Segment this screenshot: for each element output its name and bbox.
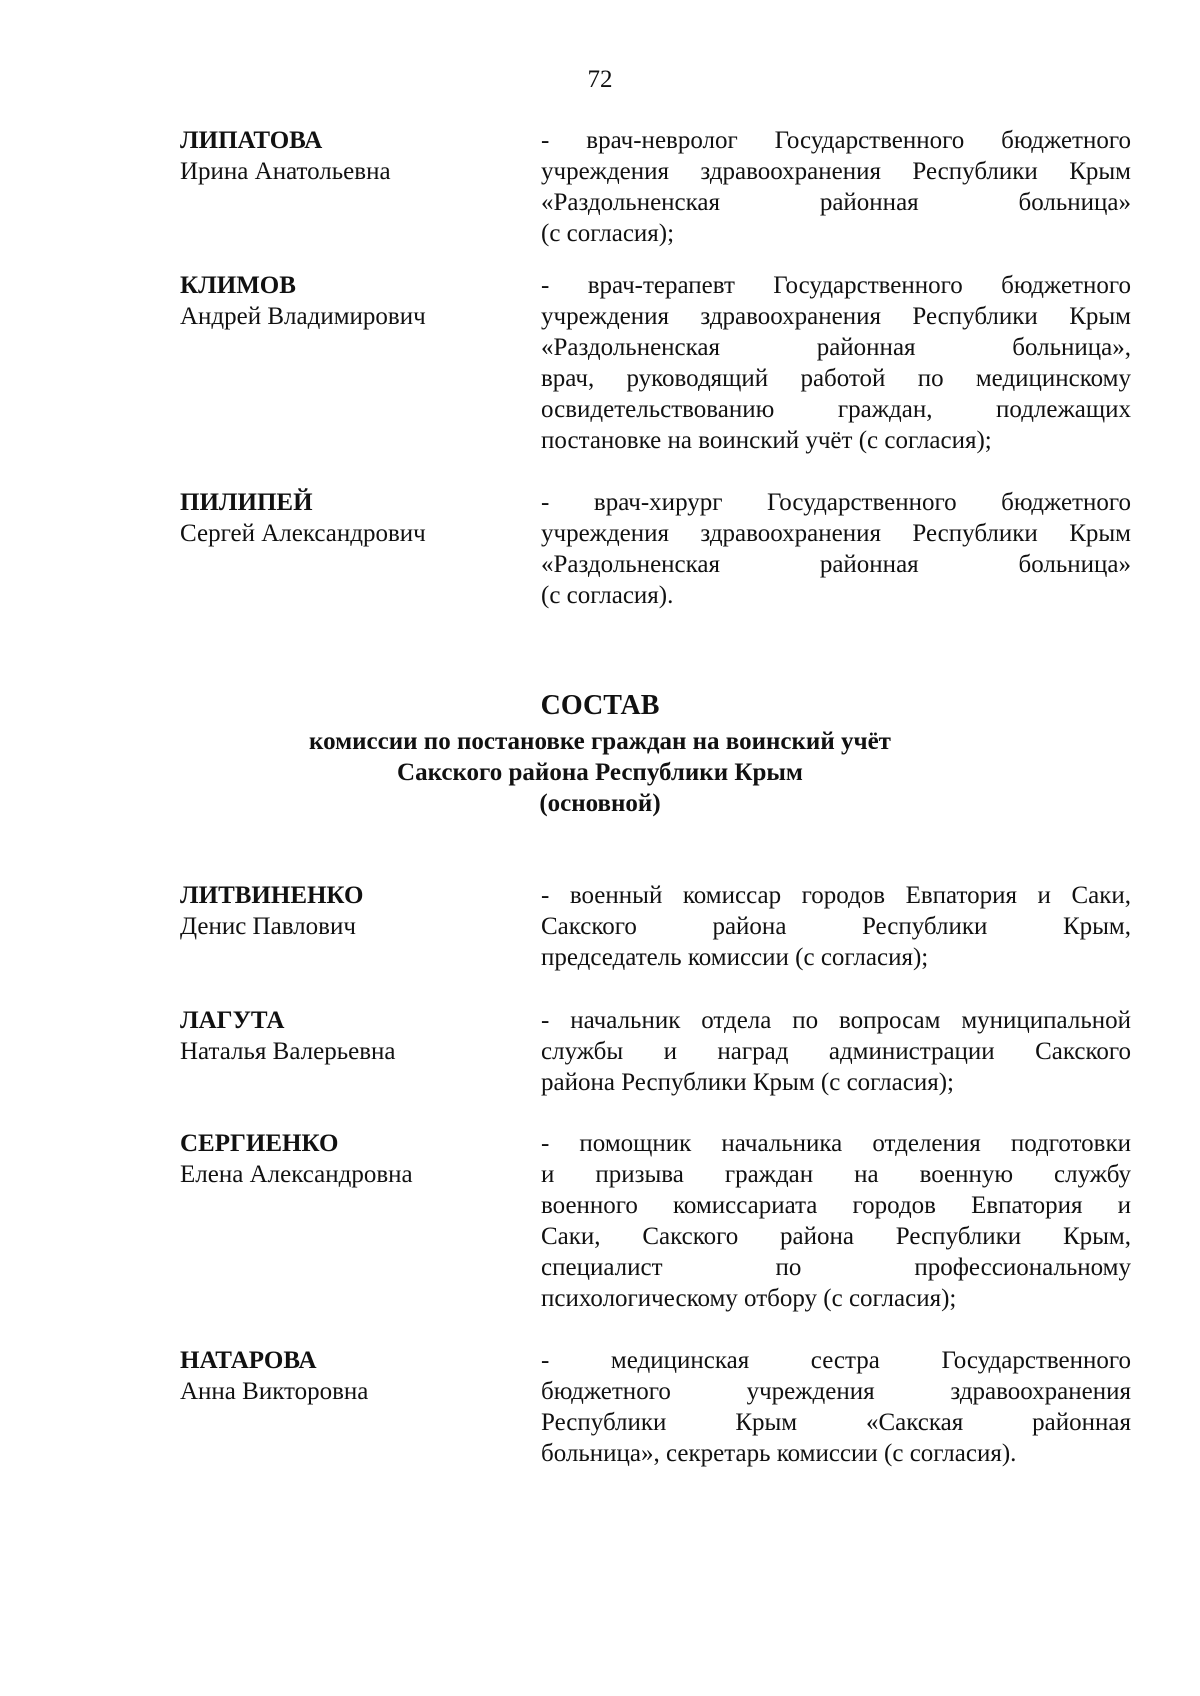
member-description	[541, 1345, 1131, 1469]
member-name-block	[180, 1345, 510, 1407]
description-line: больница», секретарь комиссии (с согласия).	[541, 1440, 1017, 1467]
section-title: СОСТАВ	[540, 690, 660, 721]
description-line: «Раздольненская районная больница»	[541, 551, 1131, 578]
description-line: - начальник отдела по вопросам муниципальной	[541, 1007, 1131, 1034]
member-given-names: Наталья Валерьевна	[180, 1038, 396, 1065]
member-surname: СЕРГИЕНКО	[180, 1130, 339, 1157]
member-given-names: Ирина Анатольевна	[180, 158, 391, 185]
member-name-block	[180, 1005, 510, 1067]
member-surname: ЛАГУТА	[180, 1007, 285, 1034]
page-number: 72	[587, 66, 613, 93]
description-line: района Республики Крым (с согласия);	[541, 1069, 954, 1096]
description-line: специалист по профессиональному	[541, 1254, 1131, 1281]
description-line: службы и наград администрации Сакского	[541, 1038, 1131, 1065]
description-line: - врач-терапевт Государственного бюджетного	[541, 272, 1131, 299]
member-name-block	[180, 1128, 510, 1190]
member-surname: НАТАРОВА	[180, 1347, 317, 1374]
member-given-names: Андрей Владимирович	[180, 303, 426, 330]
description-line: - врач-хирург Государственного бюджетного	[541, 489, 1131, 516]
member-surname: ПИЛИПЕЙ	[180, 489, 313, 516]
description-line: «Раздольненская районная больница»	[541, 189, 1131, 216]
member-name-block	[180, 125, 510, 187]
description-line: председатель комиссии (с согласия);	[541, 944, 929, 971]
member-given-names: Сергей Александрович	[180, 520, 426, 547]
description-line: учреждения здравоохранения Республики Крым	[541, 303, 1131, 330]
member-description	[541, 880, 1131, 973]
member-given-names: Анна Викторовна	[180, 1378, 369, 1405]
member-description	[541, 125, 1131, 249]
description-line: (с согласия).	[541, 582, 674, 609]
description-line: - медицинская сестра Государственного	[541, 1347, 1131, 1374]
member-name-block	[180, 880, 510, 942]
description-line: врач, руководящий работой по медицинскому	[541, 365, 1131, 392]
description-line: освидетельствованию граждан, подлежащих	[541, 396, 1131, 423]
description-line: - врач-невролог Государственного бюджетного	[541, 127, 1131, 154]
member-description	[541, 1128, 1131, 1314]
member-given-names: Денис Павлович	[180, 913, 356, 940]
description-line: бюджетного учреждения здравоохранения	[541, 1378, 1131, 1405]
section-subtitle: (основной)	[539, 790, 661, 817]
description-line: психологическому отбору (с согласия);	[541, 1285, 957, 1312]
description-line: учреждения здравоохранения Республики Крым	[541, 158, 1131, 185]
description-line: - военный комиссар городов Евпатория и Саки,	[541, 882, 1131, 909]
description-line: военного комиссариата городов Евпатория и	[541, 1192, 1131, 1219]
description-line: Саки, Сакского района Республики Крым,	[541, 1223, 1131, 1250]
member-description	[541, 1005, 1131, 1098]
member-name-block	[180, 487, 510, 549]
member-given-names: Елена Александровна	[180, 1161, 413, 1188]
member-name-block	[180, 270, 510, 332]
description-line: Республики Крым «Сакская районная	[541, 1409, 1131, 1436]
member-surname: КЛИМОВ	[180, 272, 296, 299]
description-line: и призыва граждан на военную службу	[541, 1161, 1131, 1188]
section-subtitle: комиссии по постановке граждан на воинский учёт	[309, 728, 891, 755]
member-description	[541, 487, 1131, 611]
section-subtitle: Сакского района Республики Крым	[397, 759, 803, 786]
description-line: - помощник начальника отделения подготовки	[541, 1130, 1131, 1157]
description-line: Сакского района Республики Крым,	[541, 913, 1131, 940]
description-line: «Раздольненская районная больница»,	[541, 334, 1131, 361]
member-surname: ЛИТВИНЕНКО	[180, 882, 364, 909]
description-line: учреждения здравоохранения Республики Крым	[541, 520, 1131, 547]
description-line: (с согласия);	[541, 220, 675, 247]
member-description	[541, 270, 1131, 456]
member-surname: ЛИПАТОВА	[180, 127, 323, 154]
description-line: постановке на воинский учёт (с согласия);	[541, 427, 992, 454]
